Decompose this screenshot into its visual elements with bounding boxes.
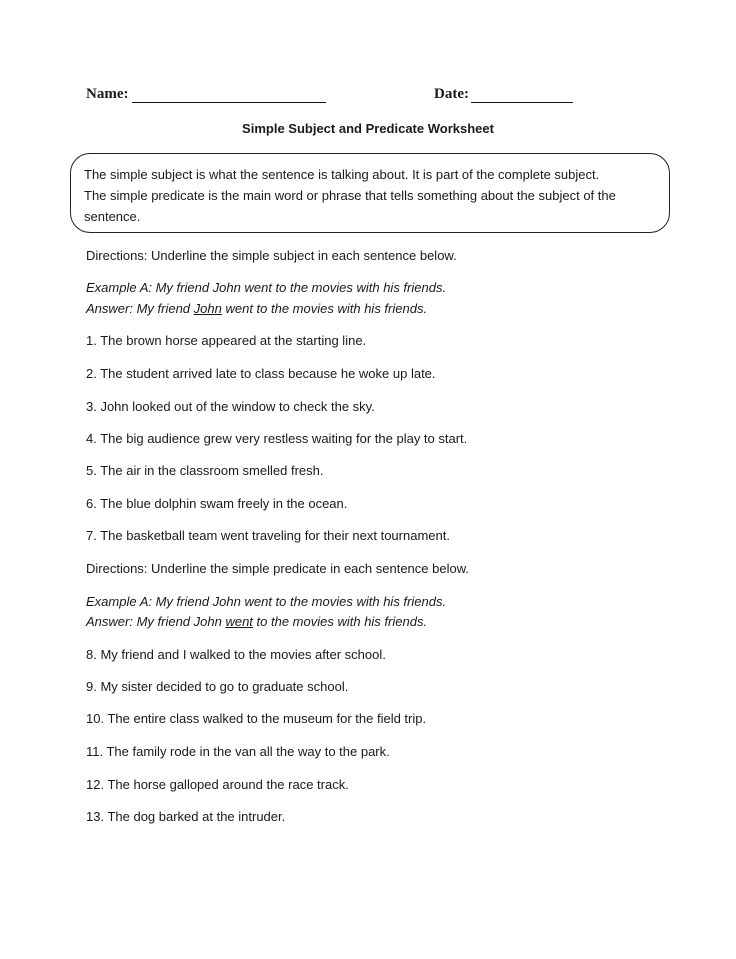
sentence-item: 7. The basketball team went traveling for their next tournament.: [86, 528, 450, 543]
sentence-item: 9. My sister decided to go to graduate school.: [86, 679, 349, 694]
section2-example: Example A: My friend John went to the movies with his friends.: [86, 594, 447, 609]
section2-answer: [86, 614, 427, 629]
sentence-item: 13. The dog barked at the intruder.: [86, 809, 286, 824]
answer-underlined-word: went: [225, 614, 253, 629]
predicate-definition: The simple predicate is the main word or phrase that tells something about the subject of the sentence.: [84, 188, 616, 224]
answer-underlined-word: John: [193, 301, 222, 316]
sentence-item: 12. The horse galloped around the race track.: [86, 777, 349, 792]
date-label: Date:: [434, 86, 469, 102]
sentence-item: 3. John looked out of the window to check the sky.: [86, 399, 375, 414]
worksheet-title: Simple Subject and Predicate Worksheet: [242, 121, 494, 136]
worksheet-header: [0, 86, 736, 108]
name-label: Name:: [86, 86, 129, 102]
name-blank-line: [132, 102, 326, 103]
answer-text: went to the movies with his friends.: [221, 301, 428, 316]
date-blank-line: [471, 102, 573, 103]
section2-directions: Directions: Underline the simple predicate in each sentence below.: [86, 561, 469, 576]
sentence-item: 4. The big audience grew very restless waiting for the play to start.: [86, 431, 468, 446]
section1-example: Example A: My friend John went to the movies with his friends.: [86, 280, 447, 295]
sentence-item: 6. The blue dolphin swam freely in the ocean.: [86, 496, 348, 511]
definition-box: [70, 153, 670, 233]
sentence-item: 11. The family rode in the van all the way to the park.: [86, 744, 390, 759]
subject-definition: The simple subject is what the sentence is talking about. It is part of the complete subject.: [84, 167, 600, 182]
answer-text: Answer: My friend John: [86, 614, 226, 629]
sentence-item: 10. The entire class walked to the museum for the field trip.: [86, 711, 427, 726]
sentence-item: 8. My friend and I walked to the movies after school.: [86, 647, 386, 662]
answer-text: to the movies with his friends.: [252, 614, 428, 629]
sentence-item: 5. The air in the classroom smelled fresh.: [86, 463, 324, 478]
sentence-item: 1. The brown horse appeared at the starting line.: [86, 333, 367, 348]
answer-text: Answer: My friend: [86, 301, 194, 316]
section1-directions: Directions: Underline the simple subject in each sentence below.: [86, 248, 457, 263]
section1-answer: [86, 301, 427, 316]
sentence-item: 2. The student arrived late to class because he woke up late.: [86, 366, 436, 381]
